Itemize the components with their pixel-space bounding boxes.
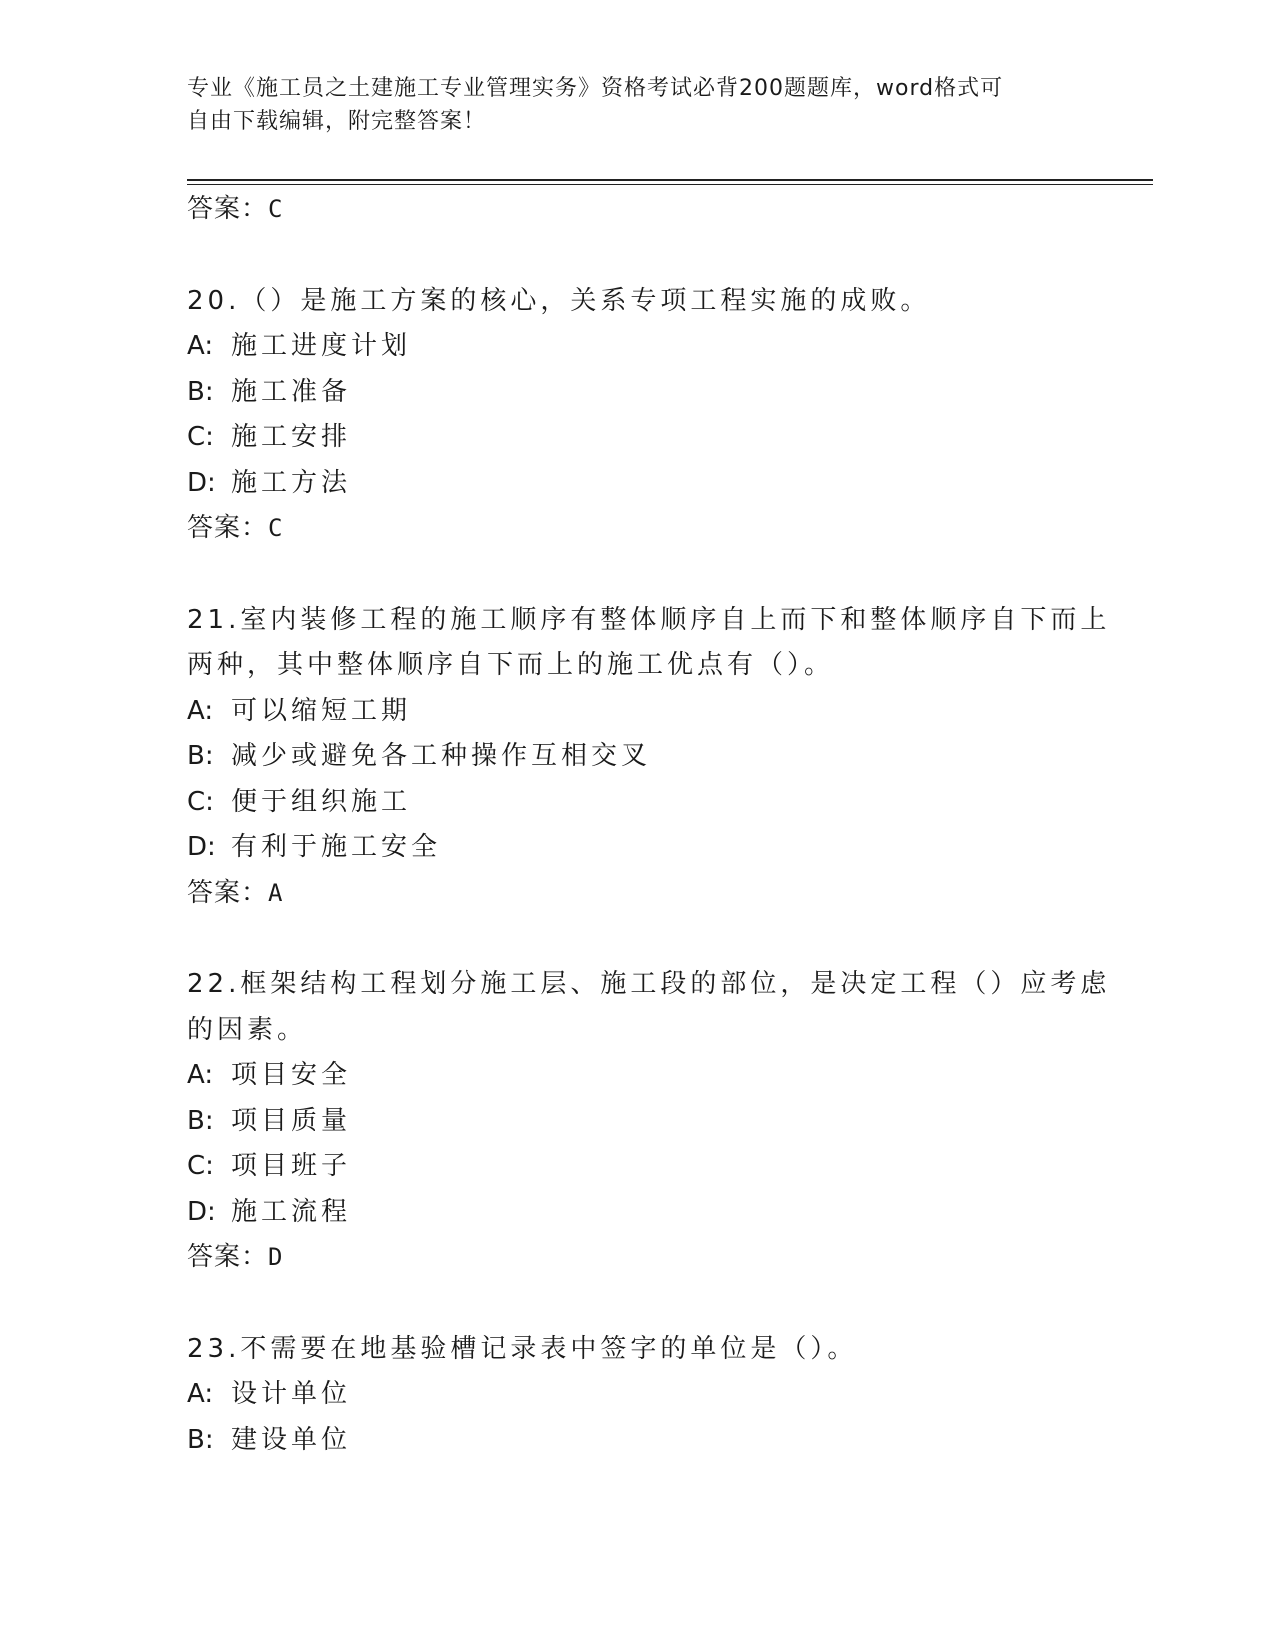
option-letter: D: <box>187 832 216 862</box>
option-a <box>187 1053 1087 1099</box>
question-answer <box>187 871 1087 917</box>
option-c <box>187 415 1087 461</box>
page-header <box>187 72 1067 138</box>
option-letter: A: <box>187 1060 214 1090</box>
previous-answer <box>187 187 1087 233</box>
answer-label: 答案： <box>187 194 269 224</box>
answer-label: 答案： <box>187 1242 269 1272</box>
option-text: 施工方法 <box>231 467 352 498</box>
option-letter: C: <box>187 422 214 452</box>
option-text: 可以缩短工期 <box>231 695 412 726</box>
option-text: 施工准备 <box>231 376 352 407</box>
header-line-2: 自由下载编辑，附完整答案！ <box>187 109 487 134</box>
option-letter: B: <box>187 376 214 407</box>
option-text: 施工进度计划 <box>231 331 412 361</box>
question-answer <box>187 506 1087 552</box>
header-divider-thin <box>187 184 1153 185</box>
question-item <box>187 279 1087 552</box>
option-b <box>187 370 1087 416</box>
option-a <box>187 689 1087 735</box>
option-c <box>187 780 1087 826</box>
option-letter: A: <box>187 1379 214 1409</box>
option-b <box>187 1418 1087 1464</box>
option-a <box>187 324 1087 370</box>
header-line-1: 专业《施工员之土建施工专业管理实务》资格考试必背200题题库，word格式可 <box>187 76 1004 101</box>
question-list <box>187 187 1111 1463</box>
spacer <box>187 552 1087 598</box>
option-text: 施工流程 <box>231 1196 352 1227</box>
answer-value: C <box>268 514 284 542</box>
answer-value: A <box>268 878 284 907</box>
option-d <box>187 461 1087 507</box>
option-text: 项目安全 <box>231 1060 352 1090</box>
answer-value: C <box>268 195 284 223</box>
option-letter: B: <box>187 1105 214 1136</box>
answer-label: 答案： <box>187 513 269 543</box>
option-letter: D: <box>187 467 216 498</box>
option-text: 建设单位 <box>231 1424 352 1455</box>
option-letter: B: <box>187 741 214 771</box>
answer-label: 答案： <box>187 877 269 908</box>
option-text: 项目质量 <box>231 1105 352 1136</box>
question-text: 23.不需要在地基验槽记录表中签字的单位是（）。 <box>187 1333 858 1364</box>
option-text: 减少或避免各工种操作互相交叉 <box>231 741 652 771</box>
option-a <box>187 1372 1087 1418</box>
question-text: 21.室内装修工程的施工顺序有整体顺序自上而下和整体顺序自下而上 <box>187 604 1111 635</box>
question-text: 22.框架结构工程划分施工层、施工段的部位，是决定工程（）应考虑 <box>187 969 1111 999</box>
question-text-continued: 的因素。 <box>187 1014 308 1045</box>
question-text-continued: 两种，其中整体顺序自下而上的施工优点有（）。 <box>187 650 835 680</box>
question-item <box>187 598 1111 917</box>
option-text: 便于组织施工 <box>231 786 412 817</box>
spacer <box>187 233 1087 279</box>
option-letter: B: <box>187 1424 214 1455</box>
option-d <box>187 825 1087 871</box>
header-divider <box>187 179 1153 181</box>
option-b <box>187 1099 1087 1145</box>
option-letter: A: <box>187 695 214 726</box>
question-item <box>187 962 1111 1281</box>
option-c <box>187 1144 1087 1190</box>
answer-value: D <box>268 1243 284 1271</box>
option-text: 设计单位 <box>231 1379 352 1409</box>
option-text: 有利于施工安全 <box>231 832 442 862</box>
question-answer <box>187 1235 1087 1281</box>
option-b <box>187 734 1087 780</box>
spacer <box>187 1281 1087 1327</box>
option-letter: C: <box>187 1151 214 1181</box>
question-item <box>187 1327 1087 1464</box>
option-text: 项目班子 <box>231 1151 352 1181</box>
option-letter: C: <box>187 786 214 817</box>
option-text: 施工安排 <box>231 422 352 452</box>
option-letter: A: <box>187 331 214 361</box>
spacer <box>187 916 1087 962</box>
question-text: 20.（）是施工方案的核心，关系专项工程实施的成败。 <box>187 285 931 316</box>
option-d <box>187 1190 1087 1236</box>
option-letter: D: <box>187 1196 216 1227</box>
